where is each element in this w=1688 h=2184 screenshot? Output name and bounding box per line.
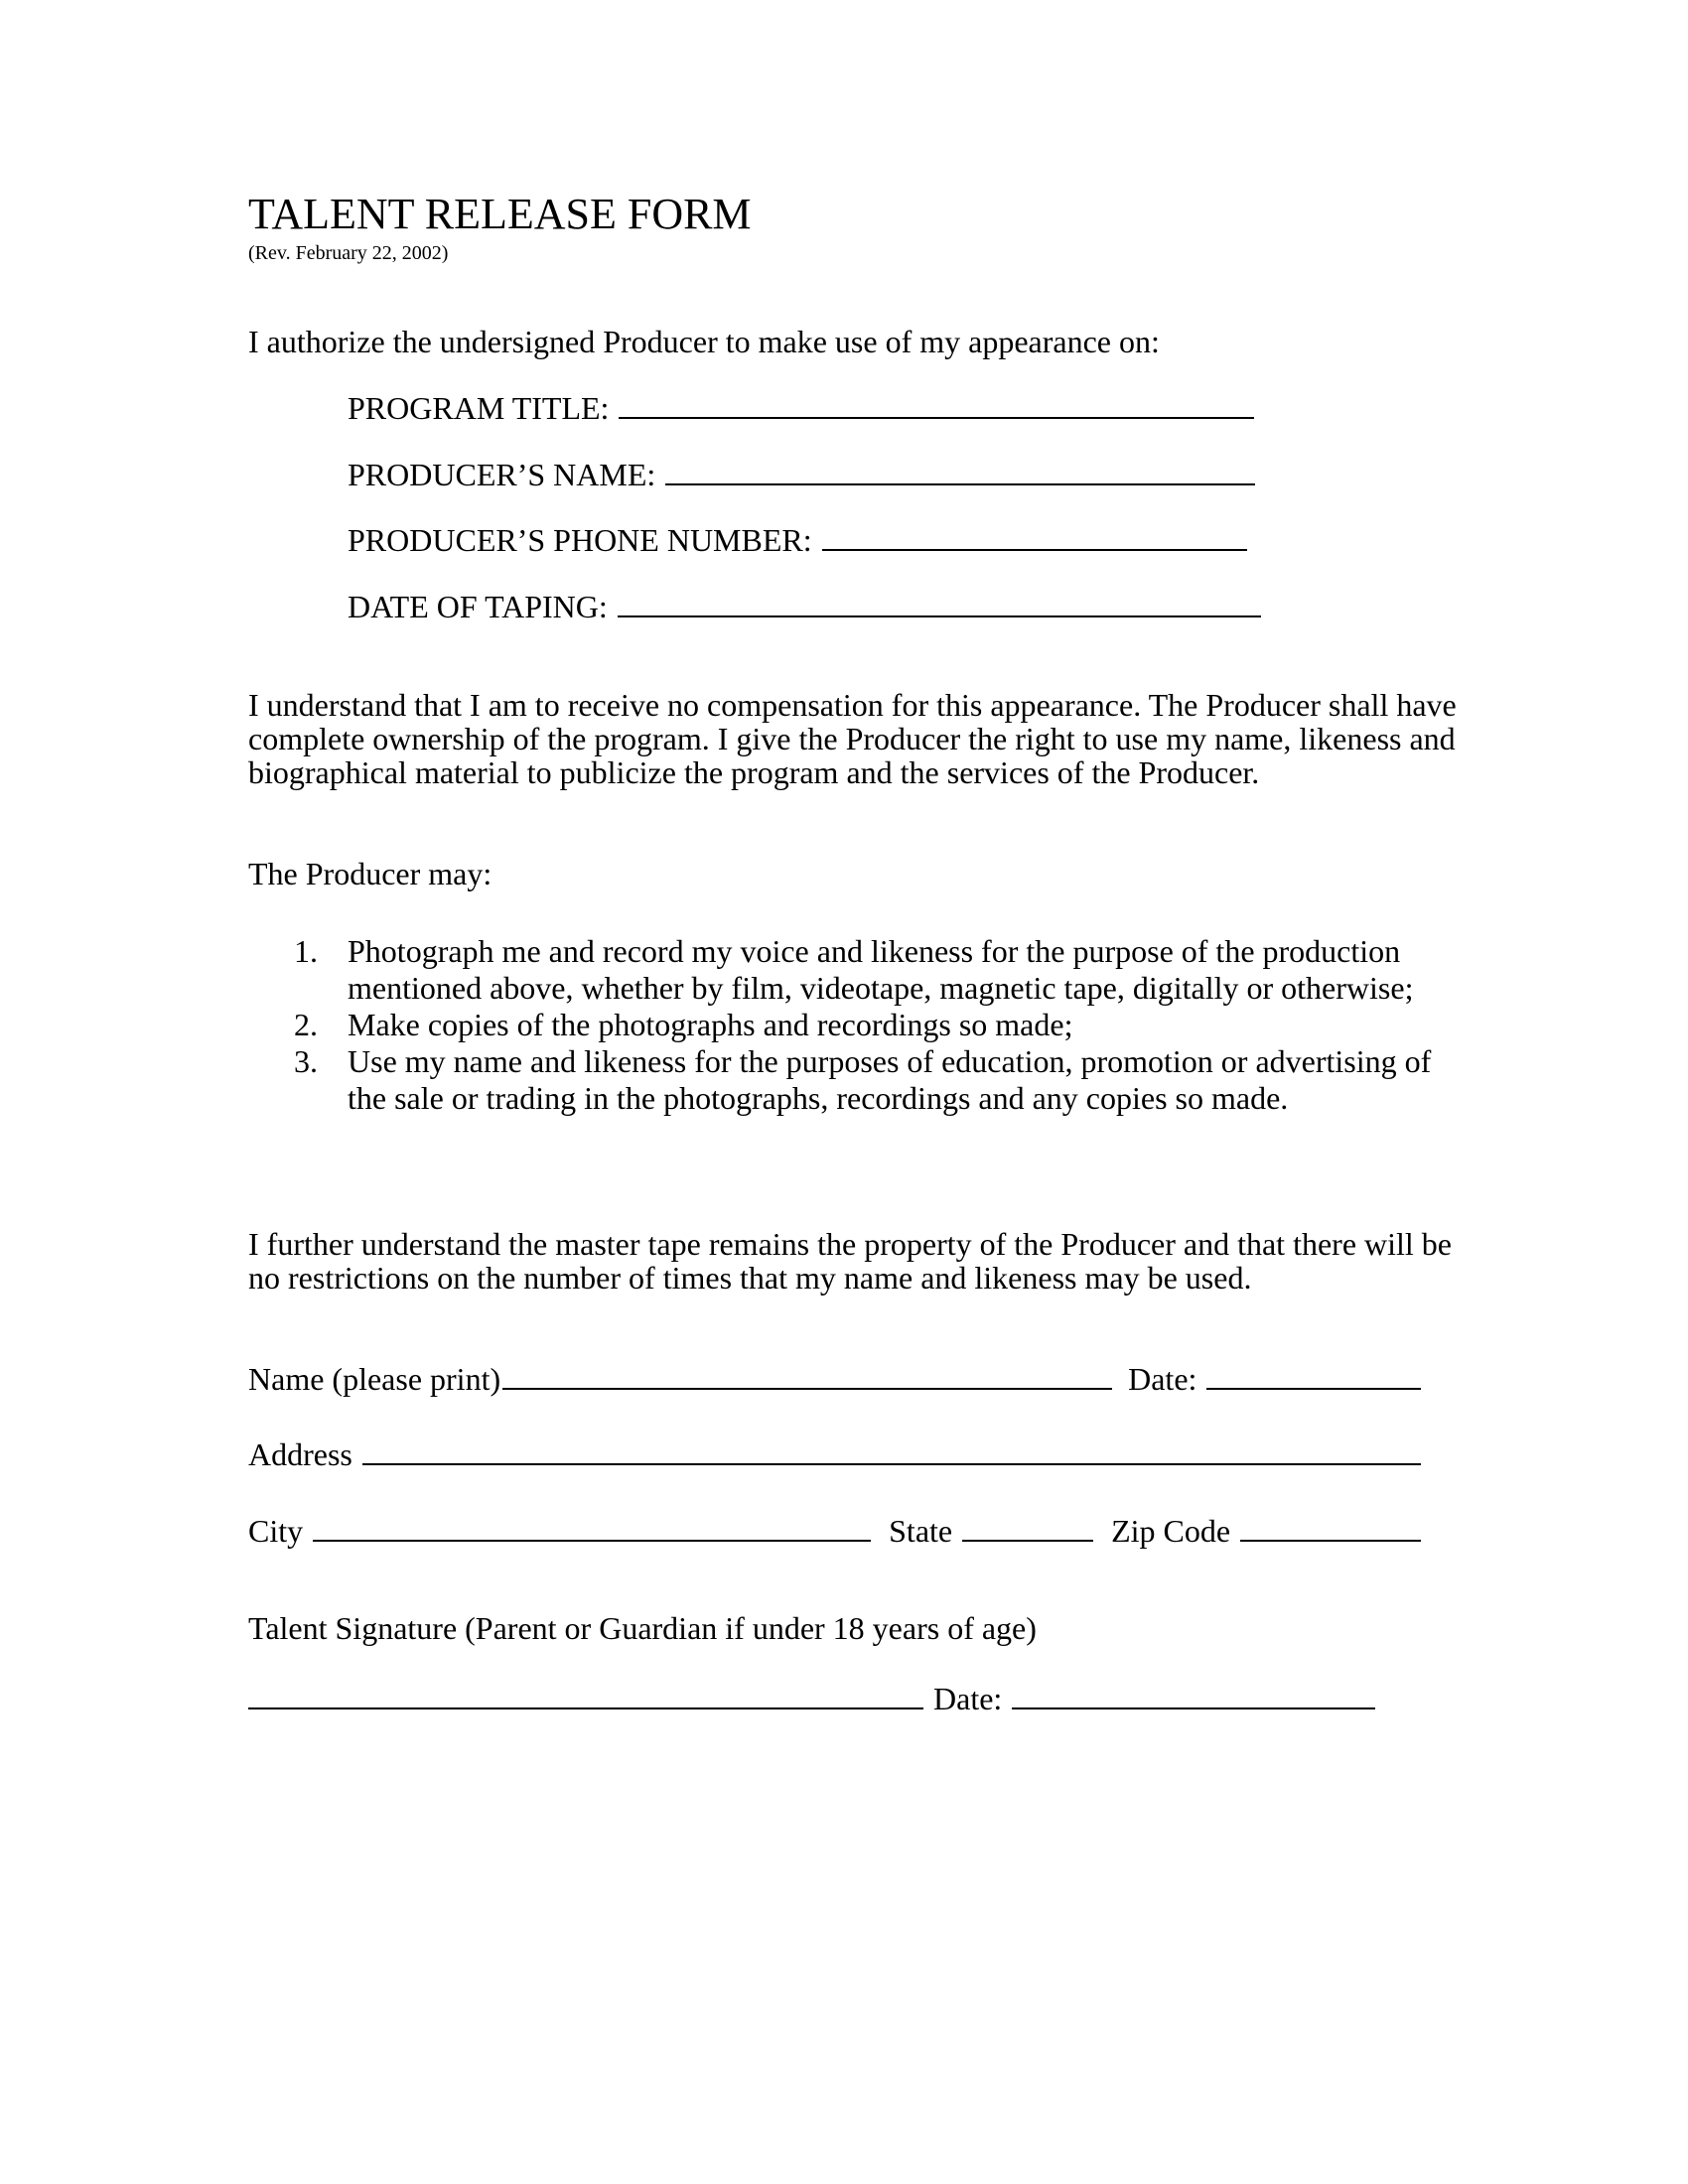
- city-label: City: [248, 1513, 304, 1549]
- permissions-list: [294, 933, 1446, 1117]
- list-item-text: Use my name and likeness for the purposes of education, promotion or advertising of the sale or trading in the photographs, recordings and any copies so made.: [348, 1043, 1432, 1116]
- address-label: Address: [248, 1436, 352, 1472]
- producers-name-label: PRODUCER’S NAME:: [348, 457, 656, 492]
- date-of-taping-label: DATE OF TAPING:: [348, 589, 608, 624]
- zip-label: Zip Code: [1111, 1513, 1231, 1549]
- state-blank[interactable]: [962, 1512, 1093, 1542]
- list-item: [294, 933, 1446, 1007]
- producers-phone-blank[interactable]: [822, 521, 1247, 551]
- list-item-number: 2.: [294, 1007, 318, 1042]
- master-tape-paragraph: I further understand the master tape remains the property of the Producer and that there will be no restrictions on the number of times that my name and likeness may be used.: [248, 1226, 1452, 1296]
- form-title: TALENT RELEASE FORM: [248, 190, 752, 238]
- address-row: [248, 1435, 1421, 1472]
- list-item: [294, 1007, 1446, 1043]
- revision-date: (Rev. February 22, 2002): [248, 242, 449, 264]
- zip-blank[interactable]: [1240, 1512, 1421, 1542]
- date-blank[interactable]: [1206, 1360, 1421, 1390]
- date-of-taping-blank[interactable]: [618, 588, 1261, 617]
- name-label: Name (please print): [248, 1361, 501, 1397]
- list-item-text: Make copies of the photographs and recordings so made;: [348, 1007, 1073, 1042]
- address-blank[interactable]: [362, 1435, 1421, 1465]
- producers-name-blank[interactable]: [665, 456, 1255, 485]
- city-blank[interactable]: [313, 1512, 871, 1542]
- producers-phone-label: PRODUCER’S PHONE NUMBER:: [348, 522, 812, 558]
- program-title-blank[interactable]: [619, 389, 1254, 419]
- list-item-number: 3.: [294, 1043, 318, 1079]
- date-of-taping-field[interactable]: [348, 588, 1261, 624]
- city-state-zip-row: [248, 1512, 1421, 1549]
- intro-text: I authorize the undersigned Producer to make use of my appearance on:: [248, 324, 1160, 359]
- signature-date-blank[interactable]: [1012, 1680, 1375, 1709]
- signature-date-label: Date:: [933, 1681, 1003, 1716]
- list-item: [294, 1043, 1446, 1117]
- signature-row: [248, 1680, 1375, 1716]
- producers-name-field[interactable]: [348, 456, 1255, 492]
- date-label: Date:: [1128, 1361, 1197, 1397]
- list-item-number: 1.: [294, 933, 318, 969]
- list-item-text: Photograph me and record my voice and likeness for the purpose of the production mentioned above, whether by film, videotape, magnetic tape, digitally or otherwise;: [348, 933, 1414, 1006]
- talent-signature-label: Talent Signature (Parent or Guardian if under 18 years of age): [248, 1610, 1037, 1646]
- producer-may-heading: The Producer may:: [248, 856, 492, 891]
- name-blank[interactable]: [502, 1360, 1112, 1390]
- producers-phone-field[interactable]: [348, 521, 1247, 558]
- signature-blank[interactable]: [248, 1680, 923, 1709]
- state-label: State: [889, 1513, 953, 1549]
- program-title-label: PROGRAM TITLE:: [348, 390, 610, 426]
- program-title-field[interactable]: [348, 389, 1254, 426]
- name-date-row: [248, 1360, 1421, 1397]
- compensation-paragraph: I understand that I am to receive no compensation for this appearance. The Producer shall have complete ownership of the program. I give the Producer the right to use my name, likeness and biographical material to publicize the program and the services of the Producer.: [248, 687, 1457, 790]
